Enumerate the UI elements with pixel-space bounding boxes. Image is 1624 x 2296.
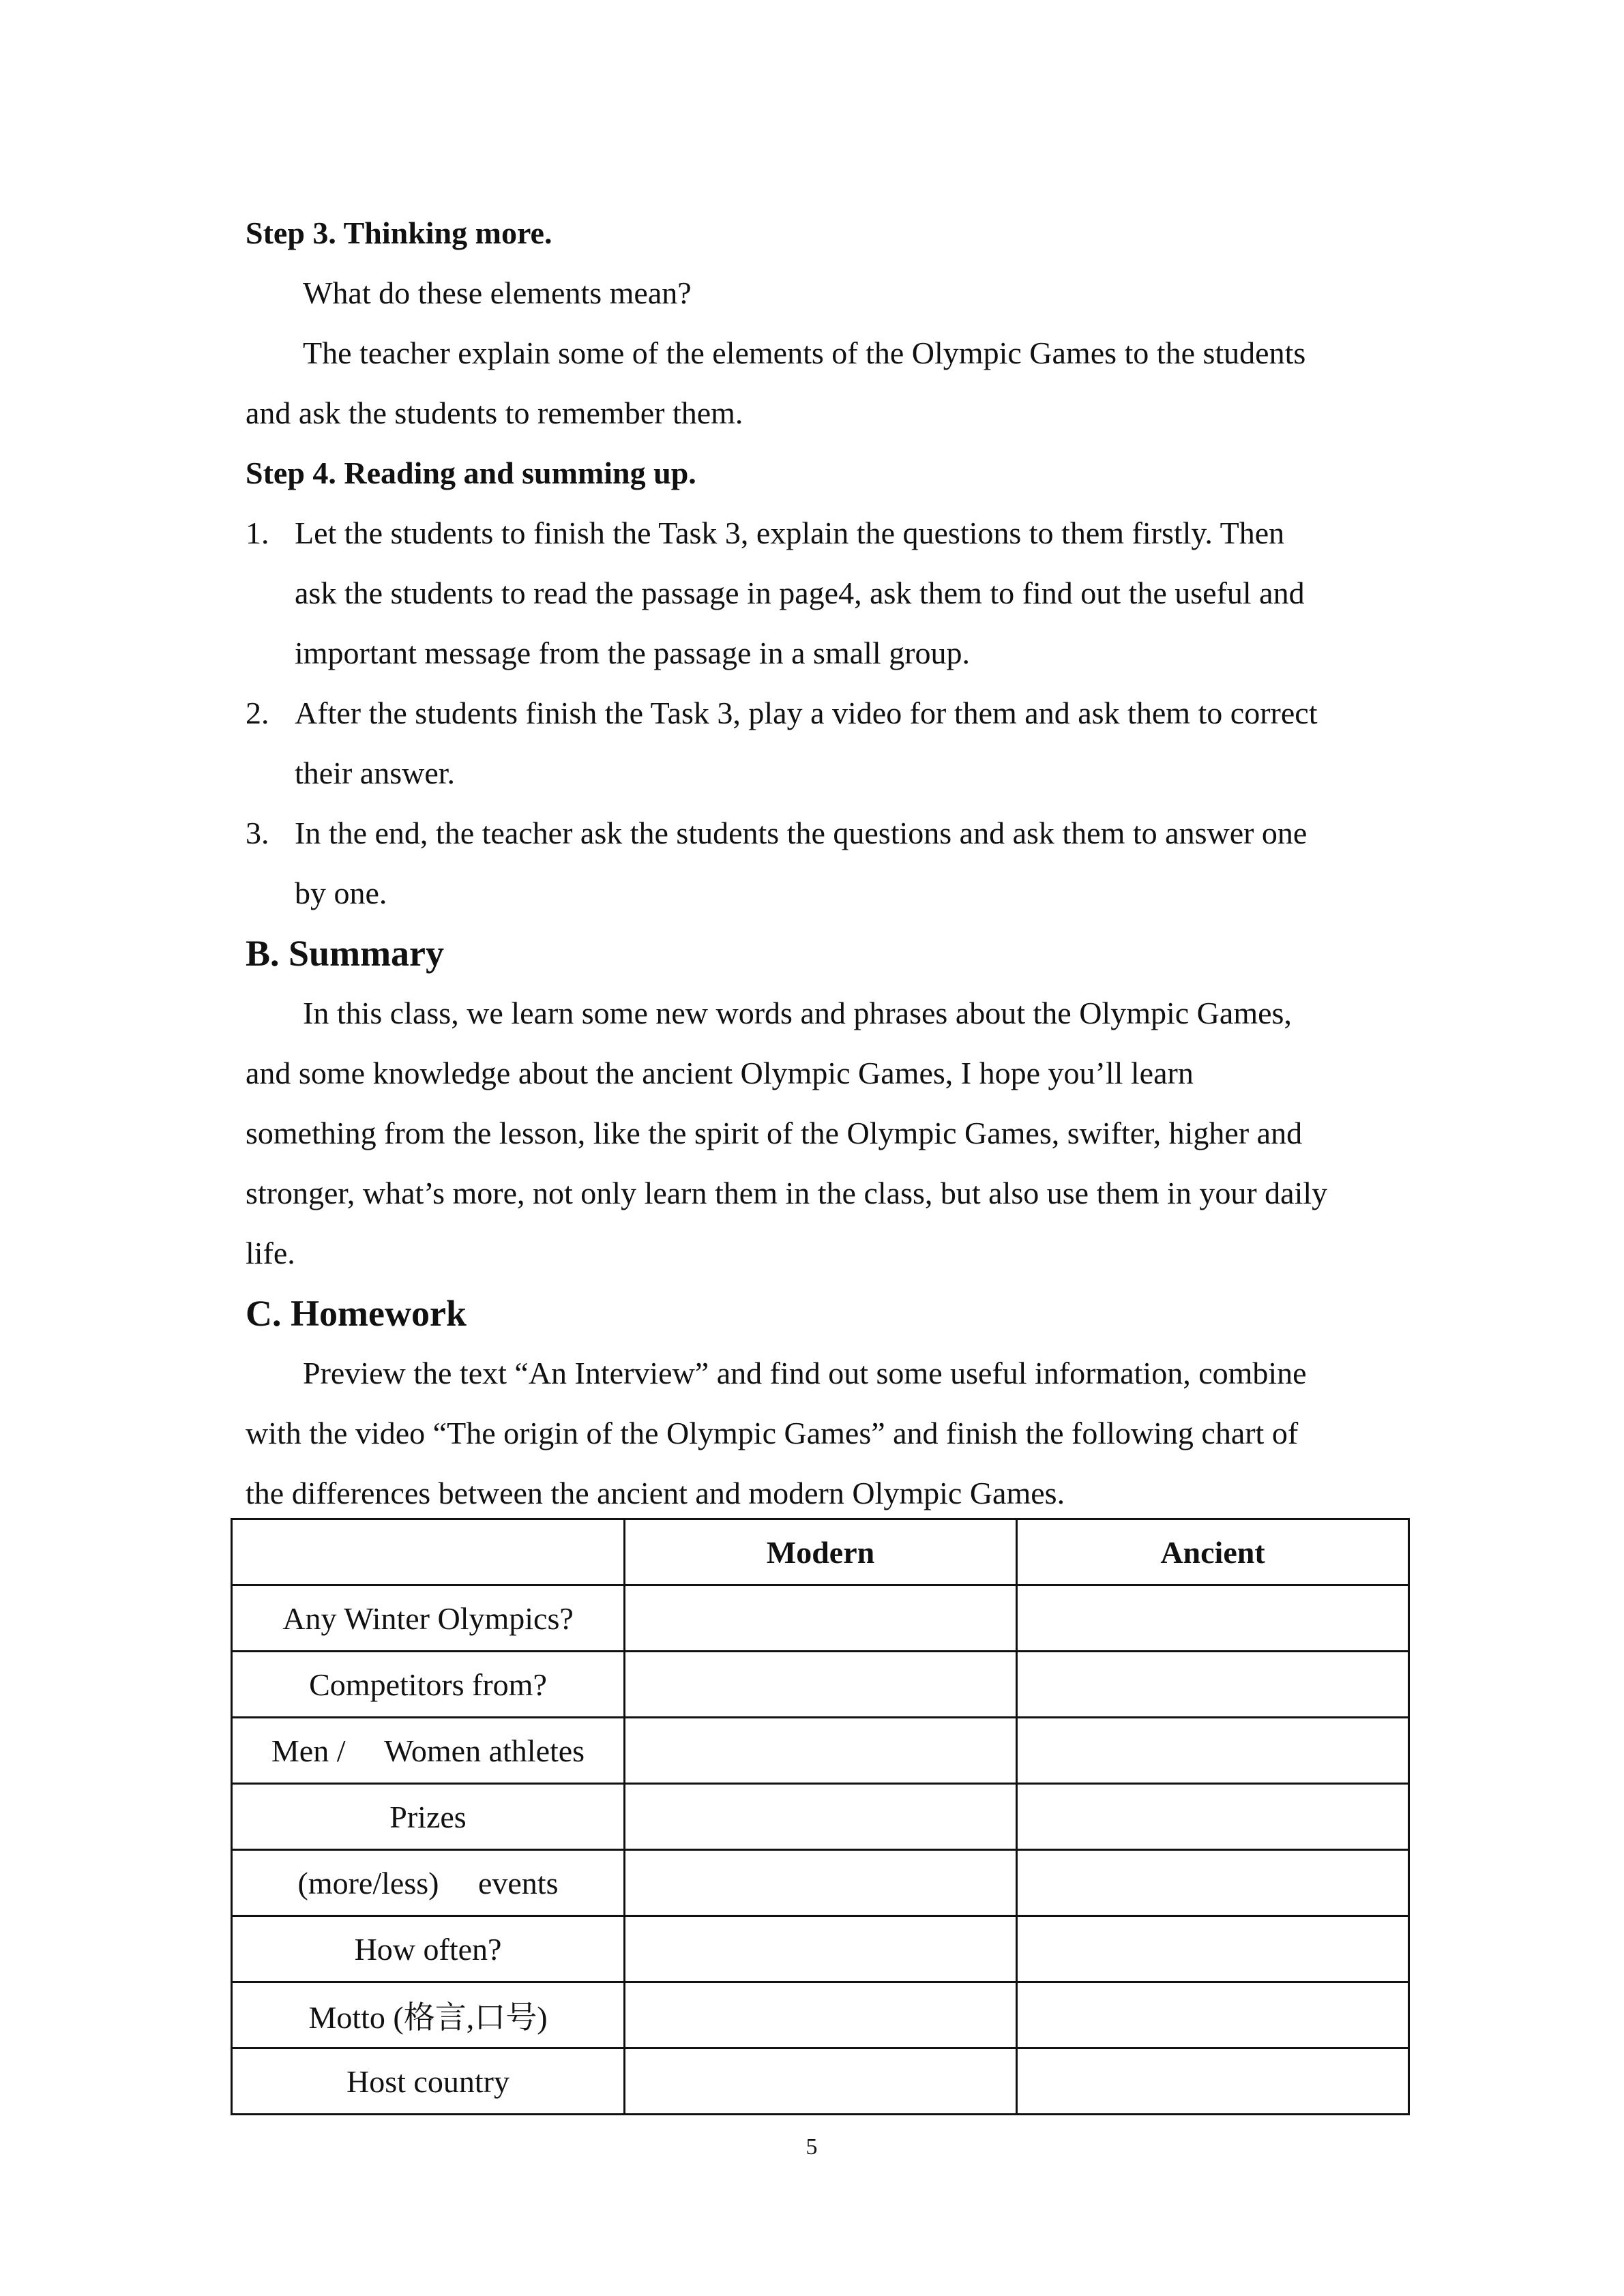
- list-item-line: After the students finish the Task 3, play a video for them and ask them to correct: [295, 696, 1318, 730]
- summary-line: stronger, what’s more, not only learn them in the class, but also use them in your daily: [246, 1176, 1328, 1210]
- row-label: Host country: [232, 2048, 625, 2115]
- list-item-number: 3.: [246, 816, 269, 850]
- list-item-number: 2.: [246, 696, 269, 730]
- step3-heading: Step 3. Thinking more.: [246, 215, 552, 250]
- row-label: Any Winter Olympics?: [232, 1585, 625, 1652]
- step3-question: What do these elements mean?: [303, 275, 692, 310]
- homework-heading: C. Homework: [246, 1293, 467, 1334]
- modern-answer-cell[interactable]: [625, 1784, 1017, 1850]
- list-item-number: 1.: [246, 516, 269, 550]
- table-row: [232, 1585, 1409, 1652]
- step3-paragraph-line-1: The teacher explain some of the elements of the Olympic Games to the students: [303, 336, 1306, 370]
- row-label: Prizes: [232, 1784, 625, 1850]
- list-item-line: important message from the passage in a small group.: [295, 636, 971, 670]
- row-label: How often?: [232, 1916, 625, 1982]
- header-cell-ancient: Ancient: [1017, 1519, 1409, 1585]
- ancient-answer-cell[interactable]: [1017, 1850, 1409, 1916]
- step3-paragraph-line-2: and ask the students to remember them.: [246, 396, 743, 430]
- summary-line: something from the lesson, like the spirit of the Olympic Games, swifter, higher and: [246, 1116, 1303, 1150]
- table-row: [232, 1850, 1409, 1916]
- ancient-answer-cell[interactable]: [1017, 1652, 1409, 1718]
- table-row: [232, 2048, 1409, 2115]
- ancient-answer-cell[interactable]: [1017, 1718, 1409, 1784]
- row-label: Men / Women athletes: [232, 1718, 625, 1784]
- row-label: Motto (格言,口号): [232, 1982, 625, 2048]
- modern-answer-cell[interactable]: [625, 1982, 1017, 2048]
- list-item-line: by one.: [295, 876, 387, 910]
- ancient-answer-cell[interactable]: [1017, 1982, 1409, 2048]
- modern-answer-cell[interactable]: [625, 1718, 1017, 1784]
- ancient-answer-cell[interactable]: [1017, 2048, 1409, 2115]
- modern-answer-cell[interactable]: [625, 1585, 1017, 1652]
- list-item-line: In the end, the teacher ask the students the questions and ask them to answer one: [295, 816, 1308, 850]
- ancient-answer-cell[interactable]: [1017, 1784, 1409, 1850]
- header-cell-modern: Modern: [625, 1519, 1017, 1585]
- homework-line: the differences between the ancient and modern Olympic Games.: [246, 1476, 1065, 1510]
- table-row: [232, 1784, 1409, 1850]
- list-item-line: ask the students to read the passage in page4, ask them to find out the useful and: [295, 576, 1305, 610]
- modern-answer-cell[interactable]: [625, 1916, 1017, 1982]
- comparison-table: [231, 1518, 1410, 2115]
- header-cell-empty: [232, 1519, 625, 1585]
- summary-line: life.: [246, 1236, 295, 1270]
- ancient-answer-cell[interactable]: [1017, 1916, 1409, 1982]
- table-row: [232, 1982, 1409, 2048]
- summary-line: In this class, we learn some new words and phrases about the Olympic Games,: [303, 996, 1292, 1030]
- table-row: [232, 1916, 1409, 1982]
- table-row: [232, 1718, 1409, 1784]
- modern-answer-cell[interactable]: [625, 1850, 1017, 1916]
- homework-line: with the video “The origin of the Olympic Games” and finish the following chart of: [246, 1416, 1299, 1450]
- homework-line: Preview the text “An Interview” and find out some useful information, combine: [303, 1356, 1307, 1390]
- modern-answer-cell[interactable]: [625, 2048, 1017, 2115]
- list-item-line: Let the students to finish the Task 3, explain the questions to them firstly. Then: [295, 516, 1285, 550]
- row-label: Competitors from?: [232, 1652, 625, 1718]
- list-item-line: their answer.: [295, 756, 456, 790]
- summary-line: and some knowledge about the ancient Olympic Games, I hope you’ll learn: [246, 1056, 1194, 1090]
- page-number: 5: [806, 2134, 818, 2160]
- ancient-answer-cell[interactable]: [1017, 1585, 1409, 1652]
- table-row: [232, 1652, 1409, 1718]
- modern-answer-cell[interactable]: [625, 1652, 1017, 1718]
- summary-heading: B. Summary: [246, 933, 445, 974]
- row-label: (more/less) events: [232, 1850, 625, 1916]
- step4-heading: Step 4. Reading and summing up.: [246, 456, 696, 490]
- table-header-row: [232, 1519, 1409, 1585]
